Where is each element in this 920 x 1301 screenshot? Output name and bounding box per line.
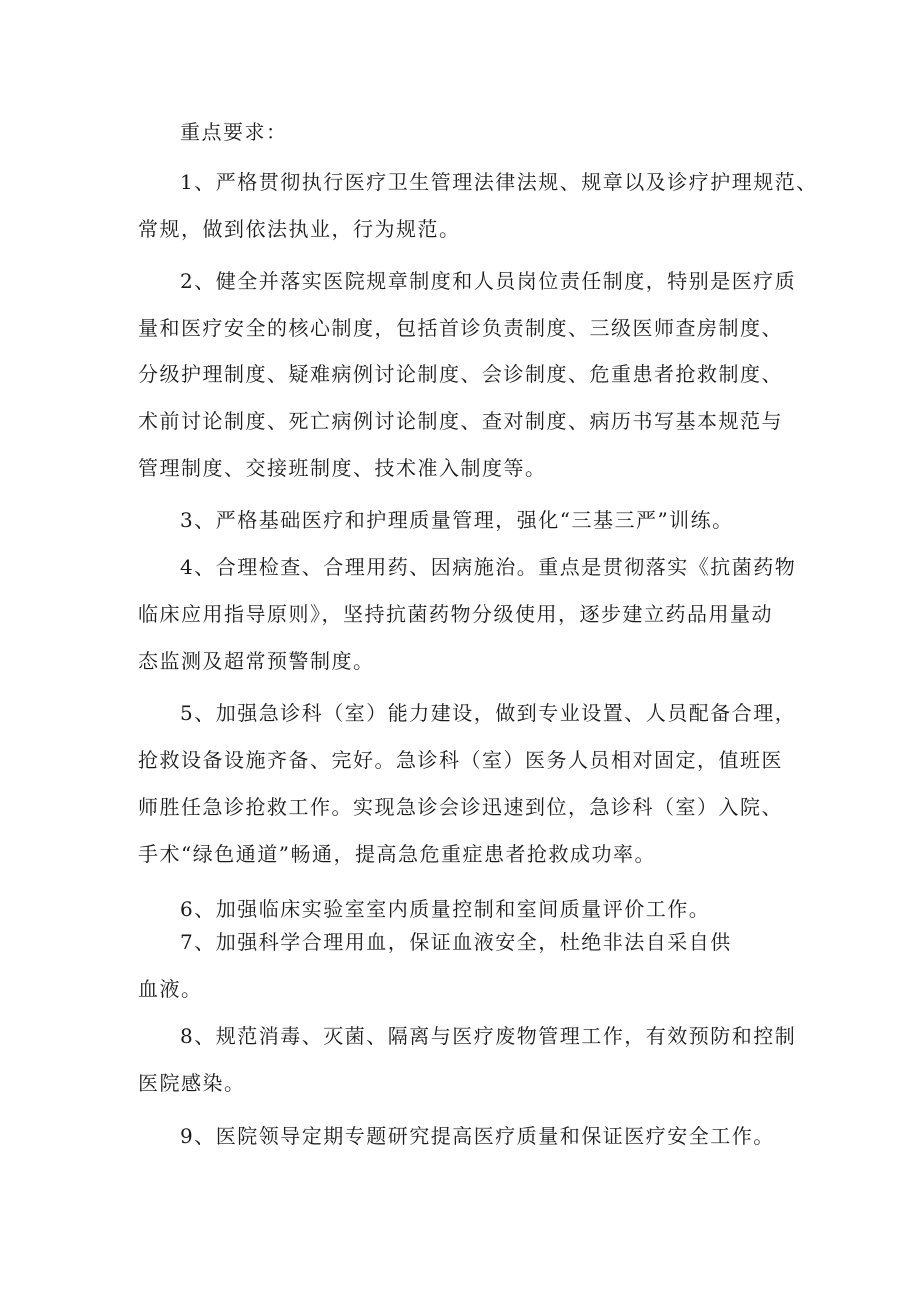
item-2-line-4: 术前讨论制度、死亡病例讨论制度、查对制度、病历书写基本规范与 — [138, 409, 783, 433]
item-5-line-4: 手术“绿色通道”畅通，提高急危重症患者抢救成功率。 — [138, 842, 656, 866]
item-3-line-1: 3、严格基础医疗和护理质量管理，强化“三基三严”训练。 — [180, 508, 734, 532]
item-2-line-5: 管理制度、交接班制度、技术准入制度等。 — [138, 456, 547, 480]
item-4-line-2: 临床应用指导原则》，坚持抗菌药物分级使用，逐步建立药品用量动 — [138, 602, 773, 626]
item-1-line-1: 1、严格贯彻执行医疗卫生管理法律法规、规章以及诊疗护理规范、 — [180, 170, 818, 194]
item-2-line-3: 分级护理制度、疑难病例讨论制度、会诊制度、危重患者抢救制度、 — [138, 362, 783, 386]
section-heading: 重点要求： — [180, 120, 288, 144]
item-2-line-1: 2、健全并落实医院规章制度和人员岗位责任制度，特别是医疗质 — [180, 269, 797, 293]
item-4-line-3: 态监测及超常预警制度。 — [138, 649, 375, 673]
item-2-line-2: 量和医疗安全的核心制度，包括首诊负责制度、三级医师查房制度、 — [138, 316, 783, 340]
item-5-line-3: 师胜任急诊抢救工作。实现急诊会诊迅速到位，急诊科（室）入院、 — [138, 795, 783, 819]
item-8-line-1: 8、规范消毒、灭菌、隔离与医疗废物管理工作，有效预防和控制 — [180, 1024, 797, 1048]
item-7-line-1: 7、加强科学合理用血，保证血液安全，杜绝非法自采自供 — [180, 930, 732, 954]
item-1-line-2: 常规，做到依法执业，行为规范。 — [138, 217, 461, 241]
item-5-line-1: 5、加强急诊科（室）能力建设，做到专业设置、人员配备合理， — [180, 701, 797, 725]
item-4-line-1: 4、合理检查、合理用药、因病施治。重点是贯彻落实《抗菌药物 — [180, 555, 797, 579]
item-6-line-1: 6、加强临床实验室室内质量控制和室间质量评价工作。 — [180, 897, 711, 921]
item-7-line-2: 血液。 — [138, 977, 203, 1001]
item-9-line-1: 9、医院领导定期专题研究提高医疗质量和保证医疗安全工作。 — [180, 1124, 775, 1148]
item-5-line-2: 抢救设备设施齐备、完好。急诊科（室）医务人员相对固定，值班医 — [138, 748, 783, 772]
item-8-line-2: 医院感染。 — [138, 1071, 246, 1095]
